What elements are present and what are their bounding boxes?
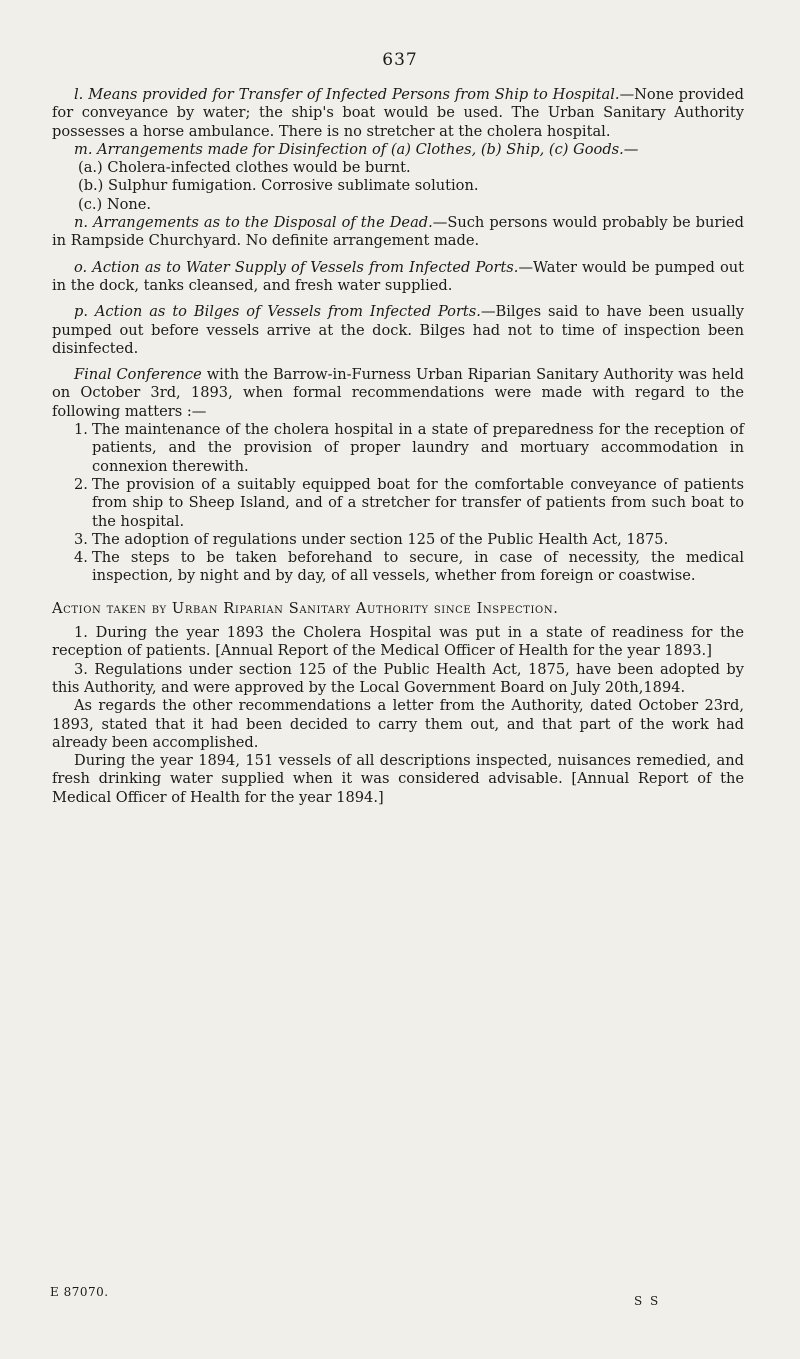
recommendation-item: 4. The steps to be taken beforehand to secure, in case of necessity, the medical inspection, by night and by day, of all vessels, whether from foreign or coastwise. — [74, 549, 744, 585]
item-m-label: m. — [74, 140, 93, 158]
item-m-sub-c: (c.) None. — [78, 195, 152, 213]
item-l-title: Means provided for Transfer of Infected Persons from Ship to Hospital. — [88, 86, 620, 103]
recommendations-list — [52, 421, 744, 586]
item-p — [52, 303, 744, 358]
page-number: 637 — [382, 50, 418, 70]
item-p-text: —Bilges said to have been usually pumped out before vessels arrive at the dock. Bilges had not to time of inspection been disinfected. — [52, 303, 744, 357]
action-paragraph: As regards the other recommendations a letter from the Authority, dated October 23rd, 1893, stated that it had been decided to carry them out, and that part of the work had already been accomplished. — [52, 697, 744, 751]
item-m-sub-a: (a.) Cholera-infected clothes would be burnt. — [78, 159, 411, 177]
item-o — [52, 259, 744, 296]
final-conference — [52, 366, 744, 421]
item-o-label: o. — [74, 258, 88, 276]
item-n-text: —Such persons would probably be buried in Rampside Churchyard. No definite arrangement made. — [52, 214, 744, 250]
item-n — [52, 214, 744, 251]
item-l-text: —None provided for conveyance by water; the ship's boat would be used. The Urban Sanitary Authority possesses a horse ambulance. There is no stretcher at the cholera hospital. — [52, 86, 744, 140]
item-n-title: Arrangements as to the Disposal of the Dead. — [93, 214, 433, 232]
item-m-sub-b: (b.) Sulphur fumigation. Corrosive sublimate solution. — [78, 177, 479, 195]
action-paragraph: 1. During the year 1893 the Cholera Hospital was put in a state of readiness for the reception of patients. [Annual Report of the Medical Officer of Health for the year 1893.] — [52, 624, 744, 660]
item-m-title: Arrangements made for Disinfection of (a) Clothes, (b) Ship, (c) Goods.— — [97, 140, 639, 158]
item-l — [52, 86, 744, 141]
action-paragraph: During the year 1894, 151 vessels of all descriptions inspected, nuisances remedied, and fresh drinking water supplied when it was considered advisable. [Annual Report of the Medical Officer of Health for the year 1894.] — [52, 752, 744, 806]
signature-mark: S S — [634, 1294, 661, 1308]
page-body — [52, 86, 744, 807]
item-l-label: l. — [74, 86, 84, 103]
recommendation-item: 3. The adoption of regulations under section 125 of the Public Health Act, 1875. — [74, 530, 669, 548]
final-conference-title: Final Conference — [74, 366, 202, 384]
recommendation-item: 1. The maintenance of the cholera hospital in a state of preparedness for the reception of patients, and the provision of proper laundry and mortuary accommodation in connexion therewith. — [74, 421, 744, 475]
action-paragraph: 3. Regulations under section 125 of the Public Health Act, 1875, have been adopted by this Authority, and were approved by the Local Government Board on July 20th,1894. — [52, 660, 744, 696]
item-n-label: n. — [74, 214, 89, 232]
action-paragraphs — [52, 624, 744, 807]
item-o-text: —Water would be pumped out in the dock, tanks cleansed, and fresh water supplied. — [52, 258, 744, 294]
action-heading: Action taken by Urban Riparian Sanitary Authority since Inspection. — [52, 599, 559, 617]
recommendation-item: 2. The provision of a suitably equipped boat for the comfortable conveyance of patients from ship to Sheep Island, and of a stretcher for transfer of patients from such boat to the hospital. — [74, 475, 744, 530]
item-m — [52, 141, 744, 159]
final-conference-text: with the Barrow-in-Furness Urban Riparian Sanitary Authority was held on October 3rd, 1893, when formal recommendations were made with regard to the following matters :— — [52, 366, 744, 420]
item-p-label: p. — [74, 303, 88, 321]
item-o-title: Action as to Water Supply of Vessels from Infected Ports. — [92, 258, 519, 276]
item-p-title: Action as to Bilges of Vessels from Infected Ports. — [94, 303, 481, 321]
printer-mark: E 87070. — [50, 1285, 109, 1299]
